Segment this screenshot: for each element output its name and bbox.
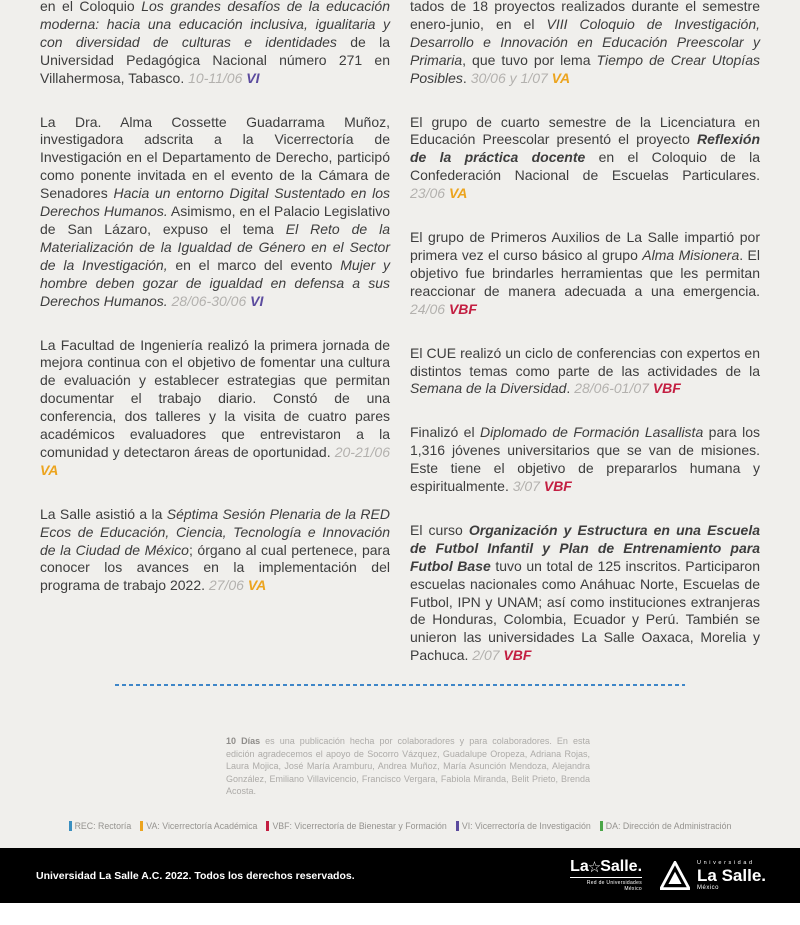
paragraph-text: . El objetivo fue brindarles herramientas que les permitan reaccionar de manera adecuada a una emergencia. (410, 246, 760, 299)
event-date: 10-11/06 (188, 69, 247, 86)
paragraph-text: Organización y Estructura en una Escuela de Futbol Infantil y Plan de Entrenamiento para Futbol Base (410, 521, 760, 574)
department-tag: VBF (652, 380, 681, 397)
paragraph-text: VIII Coloquio de Investigación, Desarrollo e Innovación en Educación Preescolar y Primaria (410, 15, 760, 68)
news-paragraph (410, 229, 760, 319)
event-date: 30/06 y 1/07 (470, 69, 552, 86)
department-tag: VI (250, 292, 264, 309)
logo-text-la: La (570, 858, 589, 875)
paragraph-text: para los 1,316 jóvenes universitarios que se van de misiones. Este tiene el objetivo de prepararlos humana y espiritualmente. (410, 424, 760, 495)
logo-subline-network: Red de Universidades (586, 880, 643, 886)
paragraph-text: Reflexión de la práctica docente (410, 131, 760, 166)
star-icon: ☆ (587, 859, 602, 876)
news-content (40, 0, 760, 691)
paragraph-text: El curso (410, 521, 469, 538)
credits-block (226, 735, 590, 798)
paragraph-text: El Reto de la Materialización de la Igualdad de Género en el Sector de la Investigación, (40, 220, 390, 273)
paragraph-text: Diplomado de Formación Lasallista (479, 424, 704, 441)
paragraph-text: Los grandes desafíos de la educación moderna: hacia una educación inclusiva, igualitaria y con diversidad de culturas e identidades (40, 0, 390, 50)
paragraph-text: Mujer y hombre deben gozar de igualdad en defensa a sus Derechos Humanos. (40, 256, 390, 309)
paragraph-text: tados de 18 proyectos realizados durante el semestre enero-junio, en el (410, 0, 760, 32)
department-tag: VA (40, 461, 59, 478)
news-paragraph (40, 114, 390, 311)
logo-text-mexico: México (697, 884, 720, 891)
lasalle-shield-icon (660, 861, 690, 890)
paragraph-text: La Dra. Alma Cossette Guadarrama Muñoz, investigadora adscrita a la Vicerrectoría de Investigación en el Departamento de Derecho, participó como ponente invitada en el evento de la Cámara de Senadores (40, 113, 390, 202)
department-tag: VI (246, 69, 260, 86)
paragraph-text: . (462, 69, 471, 86)
department-tag: VA (247, 577, 267, 594)
legend-label: VBF: Vicerrectoría de Bienestar y Formación (272, 821, 447, 831)
department-tag: VBF (543, 478, 572, 495)
logo-subline-country: México (624, 886, 643, 892)
news-column-right (410, 0, 760, 691)
department-tag: VBF (448, 300, 477, 317)
paragraph-text: de la Universidad Pedagógica Nacional número 271 en Villahermosa, Tabasco. (40, 33, 391, 86)
paragraph-text: en el Coloquio de la Confederación Nacional de Escuelas Particulares. (410, 149, 760, 184)
lasalle-network-logo (570, 859, 642, 892)
legend-label: REC: Rectoría (74, 821, 132, 831)
department-legend (0, 821, 800, 831)
event-date: 24/06 (410, 300, 449, 317)
copyright-text: Universidad La Salle A.C. 2022. Todos los derechos reservados. (36, 869, 355, 882)
news-paragraph (410, 0, 760, 88)
legend-item-vbf (266, 821, 446, 831)
legend-color-bar (456, 821, 459, 831)
paragraph-text: en el Coloquio (40, 0, 142, 14)
paragraph-text: . (566, 380, 575, 397)
legend-label: VI: Vicerrectoría de Investigación (461, 821, 591, 831)
event-date: 28/06-01/07 (574, 380, 653, 397)
department-tag: VBF (503, 647, 532, 664)
paragraph-text: El CUE realizó un ciclo de conferencias con expertos en distintos temas como parte de las actividades de la (410, 344, 760, 379)
legend-color-bar (140, 821, 143, 831)
legend-label: VA: Vicerrectoría Académica (146, 821, 258, 831)
logo-text-salle: Salle. (600, 858, 643, 875)
paragraph-text: en el marco del evento (167, 256, 341, 273)
dashed-divider (115, 684, 685, 686)
credits-text: es una publicación hecha por colaboradores y para colaboradores. En esta edición agradecemos el apoyo de Socorro Vázquez, Guadalupe Oropeza, Adriana Rojas, Laura Mojica, José María Aramburu, Andrea Muñoz, María Asunción Mendoza, Alejandra González, Emiliano Villavicencio, Francisco Vergara, Fabiola Miranda, Belit Prieto, Brenda Acosta. (226, 736, 590, 797)
lasalle-network-logo-subtext (570, 877, 642, 892)
universidad-lasalle-logo-text (697, 860, 766, 892)
credits-publication-name: 10 Días (226, 736, 261, 746)
legend-item-da (600, 821, 732, 831)
news-paragraph (410, 114, 760, 204)
lasalle-network-logo-wordmark (570, 859, 642, 875)
news-paragraph (40, 506, 390, 596)
paragraph-text: Finalizó el (410, 424, 480, 441)
event-date: 3/07 (512, 478, 544, 495)
news-column-left (40, 0, 390, 691)
paragraph-text: Hacia un entorno Digital Sustentado en los Derechos Humanos. (40, 185, 390, 220)
paragraph-text: Séptima Sesión Plenaria de la RED Ecos de Educación, Ciencia, Tecnología e Innovación de la Ciudad de México (40, 505, 390, 558)
news-paragraph (410, 522, 760, 665)
footer-bar (0, 848, 800, 903)
department-tag: VA (448, 185, 468, 202)
news-paragraph (410, 424, 760, 496)
legend-color-bar (600, 821, 603, 831)
paragraph-text: tuvo un total de 125 inscritos. Participaron escuelas nacionales como Anáhuac Norte, Escuelas de Futbol, IPN y UNAM; así como instituciones extranjeras de Honduras, Colombia, Ecuador y Perú. También se unieron las universidades La Salle Oaxaca, Morelia y Pachuca. (410, 557, 760, 664)
legend-color-bar (266, 821, 269, 831)
legend-label: DA: Dirección de Administración (605, 821, 732, 831)
paragraph-text: La Salle asistió a la (40, 505, 167, 522)
event-date: 20-21/06 (334, 443, 390, 460)
event-date: 28/06-30/06 (171, 292, 251, 309)
news-paragraph (40, 0, 390, 88)
event-date: 27/06 (208, 577, 248, 594)
bottom-white-strip (0, 903, 800, 925)
news-paragraph (410, 345, 760, 399)
logo-text-universidad: Universidad (697, 859, 755, 866)
legend-item-va (140, 821, 257, 831)
paragraph-text: Alma Misionera (642, 246, 740, 263)
logo-text-lasalle: La Salle. (697, 865, 766, 885)
paragraph-text: Tiempo de Crear Utopías Posibles (410, 51, 760, 86)
news-paragraph (40, 337, 390, 480)
paragraph-text: Asimismo, en el Palacio Legislativo de San Lázaro, expuso el tema (40, 203, 390, 237)
universidad-lasalle-logo (660, 860, 766, 892)
department-tag: VA (551, 69, 571, 86)
paragraph-text: La Facultad de Ingeniería realizó la primera jornada de mejora continua con el objetivo de fomentar una cultura de evaluación y establecer estrategias que permitan documentar el trabajo diario. Constó de una conferencia, dos talleres y la visita de cuatro pares académicos evaluadores que entrevistaron a la comunidad y detectaron áreas de oportunidad. (40, 336, 390, 460)
paragraph-text: ; órgano al cual pertenece, para conocer los avances en la implementación del programa de trabajo 2022. (40, 541, 390, 594)
event-date: 2/07 (472, 647, 504, 664)
legend-item-vi (456, 821, 591, 831)
legend-color-bar (69, 821, 72, 831)
paragraph-text: , que tuvo por lema (462, 51, 597, 68)
paragraph-text: El grupo de cuarto semestre de la Licenciatura en Educación Preescolar presentó el proyecto (410, 113, 760, 148)
legend-item-rec (69, 821, 132, 831)
paragraph-text: El grupo de Primeros Auxilios de La Salle impartió por primera vez el curso básico al grupo (410, 229, 760, 263)
footer-logos (570, 859, 766, 892)
paragraph-text: Semana de la Diversidad (410, 380, 567, 397)
event-date: 23/06 (410, 185, 449, 202)
